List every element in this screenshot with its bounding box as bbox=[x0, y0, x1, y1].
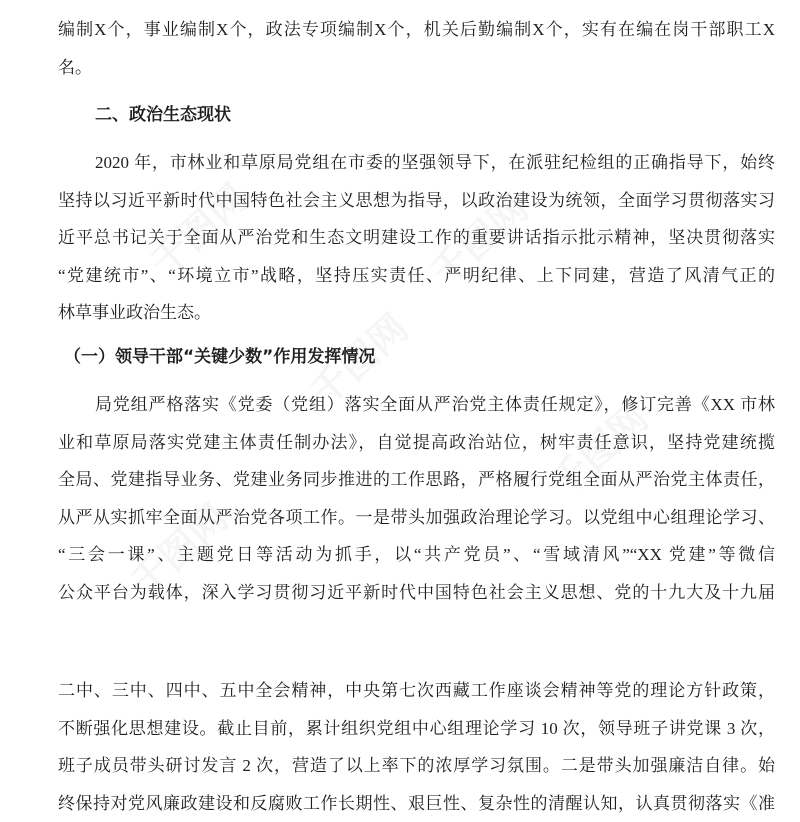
text-line: 林草事业政治生态。 bbox=[58, 303, 211, 323]
watermark: 千图网 bbox=[422, 185, 537, 295]
text-line: 全局、党建指导业务、党建业务同步推进的工作思路，严格履行党组全面从严治党主体责任， bbox=[58, 470, 775, 490]
text-line: 班子成员带头研讨发言 2 次，营造了以上率下的浓厚学习氛围。二是带头加强廉洁自律。始 bbox=[58, 756, 775, 776]
text-line: 名。 bbox=[58, 57, 92, 77]
text-line: 公众平台为载体，深入学习贯彻习近平新时代中国特色社会主义思想、党的十九大及十九届 bbox=[58, 582, 775, 602]
text-line-cut-off: 终保持对党风廉政建设和反腐败工作长期性、艰巨性、复杂性的清醒认知，认真贯彻落实《准 bbox=[58, 793, 775, 813]
watermark: 千图网 bbox=[302, 305, 417, 415]
text-line: 局党组严格落实《党委（党组）落实全面从严治党主体责任规定》，修订完善《XX 市林 bbox=[95, 395, 775, 415]
text-line: 从严从实抓牢全面从严治党各项工作。一是带头加强政治理论学习。以党组中心组理论学习、 bbox=[58, 507, 775, 527]
text-line: 二中、三中、四中、五中全会精神，中央第七次西藏工作座谈会精神等党的理论方针政策， bbox=[58, 681, 775, 701]
text-line: 近平总书记关于全面从严治党和生态文明建设工作的重要讲话指示批示精神，坚决贯彻落实 bbox=[58, 228, 775, 248]
text-line: 编制X个，事业编制X个，政法专项编制X个，机关后勤编制X个，实有在编在岗干部职工X bbox=[58, 20, 775, 40]
text-line: 不断强化思想建设。截止目前，累计组织党组中心组理论学习 10 次，领导班子讲党课 3 次， bbox=[58, 718, 775, 738]
text-line: 2020 年，市林业和草原局党组在市委的坚强领导下，在派驻纪检组的正确指导下，始终 bbox=[95, 153, 775, 173]
watermark: 千图网 bbox=[542, 395, 657, 505]
text-line: 业和草原局落实党建主体责任制办法》，自觉提高政治站位，树牢责任意识，坚持党建统揽 bbox=[58, 432, 775, 452]
subsection-heading: （一）领导干部“关键少数”作用发挥情况 bbox=[64, 347, 376, 368]
text-line: “三会一课”、主题党日等活动为抓手，以“共产党员”、“雪域清风”“XX 党建”等微信 bbox=[58, 545, 775, 565]
text-line: 坚持以习近平新时代中国特色社会主义思想为指导，以政治建设为统领，全面学习贯彻落实习 bbox=[58, 190, 775, 210]
text-line: “党建统市”、“环境立市”战略，坚持压实责任、严明纪律、上下同建，营造了风清气正的 bbox=[58, 265, 775, 285]
watermark: 千图网 bbox=[122, 495, 237, 605]
section-heading: 二、政治生态现状 bbox=[95, 105, 231, 126]
watermark: 千图网 bbox=[142, 175, 257, 285]
